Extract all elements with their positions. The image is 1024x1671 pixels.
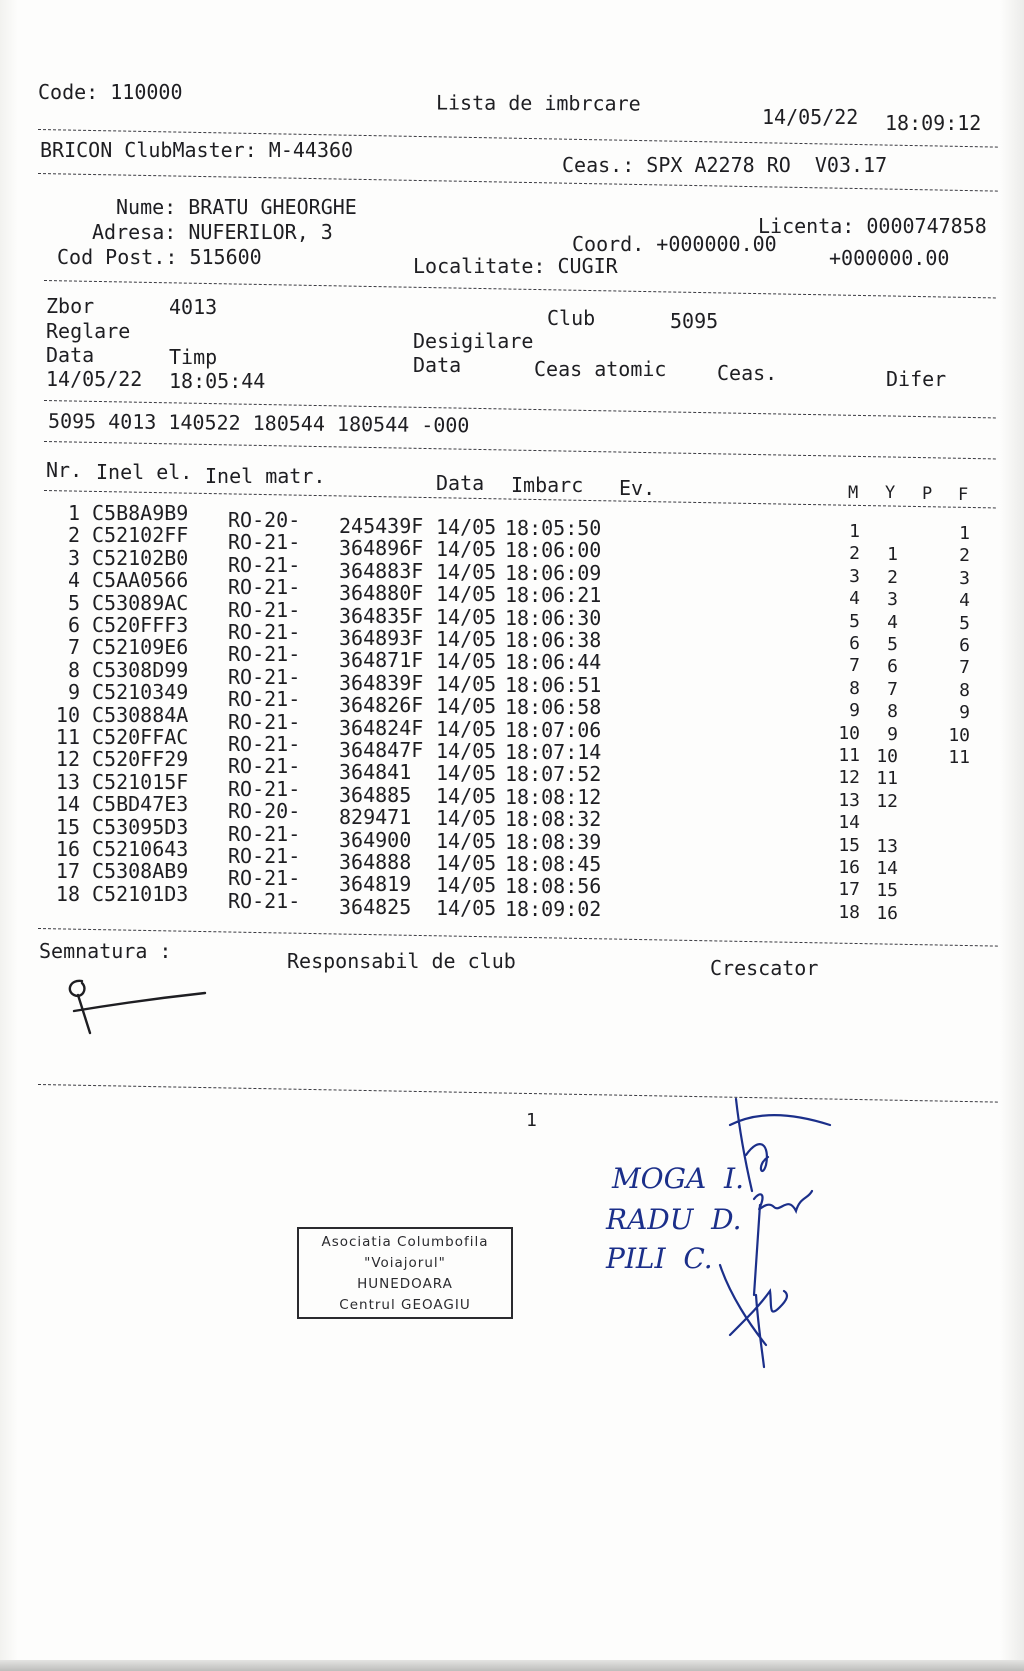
cell-inel-el: C5308AB9 (92, 859, 189, 884)
print-time: 18:09:12 (885, 111, 982, 135)
cell-date: 14/05 (436, 537, 497, 562)
cell-m: 7 (849, 655, 860, 677)
divider (44, 441, 996, 459)
cell-nr: 7 (67, 635, 80, 660)
cell-time: 18:08:56 (505, 874, 602, 899)
cell-y: 16 (876, 902, 898, 924)
cell-time: 18:07:52 (505, 762, 602, 787)
cell-inel-prefix: RO-21- (228, 575, 301, 600)
cell-inel-prefix: RO-21- (228, 664, 301, 689)
cell-f: 7 (959, 657, 970, 679)
cell-time: 18:08:12 (505, 784, 602, 809)
handwritten-signatures (700, 1095, 860, 1370)
cell-m: 4 (849, 588, 860, 610)
cell-date: 14/05 (436, 515, 497, 539)
cell-nr: 9 (67, 680, 80, 705)
breeder-label: Crescator (710, 956, 819, 980)
cell-inel-el: C520FFAC (92, 725, 189, 749)
cell-inel-matr: 364883F (339, 558, 424, 583)
handwritten-name-2: RADU D. (606, 1203, 742, 1236)
cell-inel-prefix: RO-21- (228, 709, 301, 734)
cell-inel-prefix: RO-21- (228, 888, 301, 913)
cell-inel-el: C5AA0566 (92, 568, 189, 593)
page-number: 1 (526, 1110, 537, 1131)
cell-m: 2 (849, 543, 860, 565)
cell-y: 14 (876, 858, 898, 879)
cell-y: 15 (876, 880, 898, 902)
cell-f: 3 (959, 567, 970, 589)
cell-inel-prefix: RO-21- (228, 552, 301, 577)
cell-y: 8 (887, 701, 898, 723)
club-value: 5095 (670, 309, 719, 333)
cell-y: 5 (887, 634, 898, 655)
zbor-value: 4013 (169, 295, 218, 319)
cell-inel-matr: 364819 (339, 872, 412, 897)
cell-inel-el: C5210349 (92, 680, 189, 705)
cell-time: 18:05:50 (505, 516, 602, 540)
cell-nr: 6 (67, 613, 80, 637)
cell-time: 18:06:38 (505, 628, 602, 652)
cell-inel-matr: 364841 (339, 760, 412, 785)
cell-m: 18 (838, 901, 860, 923)
cell-time: 18:06:09 (505, 560, 602, 585)
cell-m: 6 (849, 633, 860, 654)
cell-inel-matr: 364885 (339, 782, 412, 807)
license-number: Licenta: 0000747858 (758, 214, 987, 238)
cell-nr: 8 (67, 657, 80, 682)
cell-date: 14/05 (436, 649, 497, 674)
reglare-timp-value: 18:05:44 (169, 369, 266, 393)
clock-label: Ceas.: SPX A2278 RO V03.17 (562, 153, 888, 177)
page-edge (0, 1660, 1024, 1671)
zbor-label: Zbor (46, 294, 95, 318)
cell-nr: 4 (67, 568, 80, 593)
cell-m: 8 (849, 677, 860, 699)
cell-date: 14/05 (436, 806, 497, 831)
owner-name: Nume: BRATU GHEORGHE (116, 195, 357, 219)
cell-inel-prefix: RO-20- (228, 799, 301, 824)
col-header-nr: Nr. (46, 458, 83, 482)
col-header-m: M (848, 483, 859, 503)
cell-y: 11 (876, 768, 898, 790)
cell-m: 14 (838, 812, 860, 834)
reglare-data-value: 14/05/22 (46, 367, 143, 391)
cell-date: 14/05 (436, 851, 497, 875)
cell-time: 18:08:32 (505, 807, 602, 832)
cell-inel-prefix: RO-21- (228, 866, 301, 891)
cell-nr: 2 (67, 523, 80, 548)
cell-time: 18:08:39 (505, 829, 602, 854)
cell-nr: 10 (55, 702, 80, 727)
cell-inel-matr: 829471 (339, 805, 412, 830)
cell-m: 3 (849, 565, 860, 587)
cell-inel-prefix: RO-21- (228, 776, 301, 801)
cell-y: 3 (887, 589, 898, 611)
cell-m: 17 (838, 879, 860, 901)
cell-y: 1 (887, 544, 898, 566)
cell-inel-el: C521015F (92, 769, 189, 794)
cell-inel-el: C52101D3 (92, 881, 189, 906)
cell-inel-prefix: RO-20- (228, 508, 301, 532)
cell-nr: 12 (55, 747, 80, 772)
locality: Localitate: CUGIR (413, 254, 618, 278)
cell-inel-matr: 364825 (339, 894, 412, 919)
cell-inel-matr: 245439F (339, 514, 424, 538)
col-header-p: P (922, 484, 933, 504)
cell-date: 14/05 (436, 895, 497, 920)
cell-inel-el: C53095D3 (92, 814, 189, 839)
cell-inel-el: C52109E6 (92, 635, 189, 660)
cell-inel-matr: 364896F (339, 536, 424, 561)
stamp-line: Centrul GEOAGIU (339, 1297, 471, 1313)
cell-m: 10 (838, 722, 860, 744)
desigilare-label: Desigilare (413, 329, 534, 353)
col-header-inel-el: Inel el. (96, 460, 193, 484)
cell-y: 10 (876, 746, 898, 767)
cell-date: 14/05 (436, 783, 497, 808)
cell-m: 15 (838, 834, 860, 856)
cell-inel-prefix: RO-21- (228, 597, 301, 622)
cell-inel-prefix: RO-21- (228, 530, 301, 555)
cell-f: 4 (959, 590, 970, 612)
cell-inel-matr: 364839F (339, 670, 424, 695)
code-label: Code: 110000 (38, 80, 183, 104)
ceas-label: Ceas. (717, 361, 778, 385)
cell-nr: 11 (55, 725, 80, 749)
cell-time: 18:07:14 (505, 740, 602, 764)
cell-date: 14/05 (436, 604, 497, 629)
cell-time: 18:06:51 (505, 672, 602, 697)
cell-inel-el: C53089AC (92, 590, 189, 615)
cell-y: 13 (876, 835, 898, 857)
owner-address: Adresa: NUFERILOR, 3 (92, 220, 333, 244)
cell-time: 18:06:30 (505, 605, 602, 630)
cell-inel-el: C520FFF3 (92, 613, 189, 637)
cell-inel-prefix: RO-21- (228, 844, 301, 868)
cell-date: 14/05 (436, 828, 497, 853)
col-header-inel-matr: Inel matr. (205, 464, 326, 488)
cell-nr: 5 (67, 590, 80, 615)
cell-time: 18:06:00 (505, 538, 602, 563)
cell-nr: 14 (55, 792, 80, 817)
cell-date: 14/05 (436, 559, 497, 584)
cell-time: 18:06:58 (505, 695, 602, 720)
cell-inel-matr: 364826F (339, 693, 424, 718)
cell-inel-matr: 364893F (339, 626, 424, 650)
table-row (0, 880, 1024, 924)
cell-inel-el: C5BD47E3 (92, 792, 189, 817)
cell-inel-matr: 364880F (339, 581, 424, 606)
col-header-imbarc: Imbarc (511, 473, 584, 497)
coordinates-value: +000000.00 (829, 246, 950, 270)
document-title: Lista de imbrcare (435, 90, 641, 116)
desigilare-data-label: Data (413, 353, 462, 377)
cell-inel-prefix: RO-21- (228, 642, 301, 667)
cell-m: 1 (849, 521, 860, 542)
cell-date: 14/05 (436, 739, 497, 763)
col-header-y: Y (885, 483, 896, 503)
cell-nr: 13 (55, 769, 80, 794)
cell-y: 2 (887, 566, 898, 588)
cell-date: 14/05 (436, 761, 497, 786)
cell-inel-el: C530884A (92, 702, 189, 727)
cell-time: 18:06:21 (505, 583, 602, 608)
cell-nr: 15 (55, 814, 80, 839)
cell-date: 14/05 (436, 582, 497, 607)
cell-f: 1 (959, 523, 970, 544)
cell-inel-el: C52102B0 (92, 545, 189, 570)
cell-nr: 17 (55, 859, 80, 884)
cell-f: 8 (959, 679, 970, 701)
club-stamp (297, 1227, 513, 1319)
cell-inel-el: C520FF29 (92, 747, 189, 772)
cell-inel-matr: 364824F (339, 715, 424, 740)
cell-inel-prefix: RO-21- (228, 732, 301, 756)
cell-time: 18:08:45 (505, 852, 602, 876)
cell-nr: 18 (55, 881, 80, 906)
cell-nr: 3 (67, 545, 80, 570)
handwritten-name-3: PILI C. (606, 1242, 713, 1275)
reglare-timp-label: Timp (169, 345, 218, 369)
cell-y: 7 (887, 678, 898, 700)
cell-date: 14/05 (436, 873, 497, 898)
ceas-atomic-label: Ceas atomic (534, 357, 667, 381)
cell-inel-prefix: RO-21- (228, 821, 301, 846)
cell-f: 5 (959, 612, 970, 634)
cell-y: 6 (887, 656, 898, 678)
print-date: 14/05/22 (762, 105, 859, 129)
cell-inel-matr: 364888 (339, 850, 412, 874)
cell-f: 6 (959, 635, 970, 656)
cell-inel-el: C52102FF (92, 523, 189, 548)
cell-y: 12 (876, 790, 898, 812)
reglare-data-label: Data (46, 343, 95, 367)
cell-inel-el: C5210643 (92, 837, 189, 861)
cell-inel-prefix: RO-21- (228, 620, 301, 644)
signature-scribble (60, 975, 210, 1045)
cell-nr: 1 (67, 501, 80, 525)
cell-inel-matr: 364900 (339, 827, 412, 852)
cell-m: 5 (849, 610, 860, 632)
handwritten-name-1: MOGA I. (612, 1162, 744, 1195)
divider (38, 928, 998, 947)
coordinates-label: Coord. +000000.00 (572, 232, 777, 256)
cell-f: 11 (948, 747, 970, 768)
difer-label: Difer (886, 367, 947, 391)
cell-f: 9 (959, 702, 970, 724)
col-header-f: F (958, 485, 969, 505)
signature-label: Semnatura : (39, 939, 172, 963)
col-header-data: Data (436, 471, 485, 495)
cell-m: 16 (838, 857, 860, 878)
col-header-ev: Ev. (619, 476, 656, 500)
cell-inel-matr: 364847F (339, 738, 424, 762)
cell-date: 14/05 (436, 671, 497, 696)
cell-inel-prefix: RO-21- (228, 687, 301, 712)
cell-time: 18:07:06 (505, 717, 602, 742)
cell-f: 10 (948, 724, 970, 746)
cell-y: 4 (887, 611, 898, 633)
cell-m: 13 (838, 789, 860, 811)
cell-y: 9 (887, 723, 898, 745)
club-responsible-label: Responsabil de club (287, 949, 516, 973)
stamp-line: "Voiajorul" (364, 1255, 446, 1271)
cell-m: 11 (838, 745, 860, 766)
cell-inel-el: C5308D99 (92, 657, 189, 682)
owner-postal-code: Cod Post.: 515600 (57, 245, 262, 269)
stamp-line: Asociatia Columbofila (321, 1234, 489, 1250)
cell-inel-el: C5B8A9B9 (92, 501, 189, 525)
cell-nr: 16 (55, 837, 80, 861)
cell-inel-matr: 364871F (339, 648, 424, 673)
cell-inel-prefix: RO-21- (228, 754, 301, 779)
reglare-label: Reglare (46, 319, 131, 343)
cell-inel-matr: 364835F (339, 603, 424, 628)
cell-date: 14/05 (436, 716, 497, 741)
summary-line: 5095 4013 140522 180544 180544 -000 (47, 408, 470, 438)
club-label: Club (547, 306, 596, 330)
cell-date: 14/05 (436, 627, 497, 651)
stamp-line: HUNEDOARA (357, 1276, 453, 1292)
cell-m: 9 (849, 700, 860, 722)
cell-date: 14/05 (436, 694, 497, 719)
clubmaster-label: BRICON ClubMaster: M-44360 (40, 138, 354, 162)
cell-time: 18:09:02 (505, 896, 602, 921)
cell-f: 2 (959, 545, 970, 567)
cell-m: 12 (838, 767, 860, 789)
cell-time: 18:06:44 (505, 650, 602, 675)
